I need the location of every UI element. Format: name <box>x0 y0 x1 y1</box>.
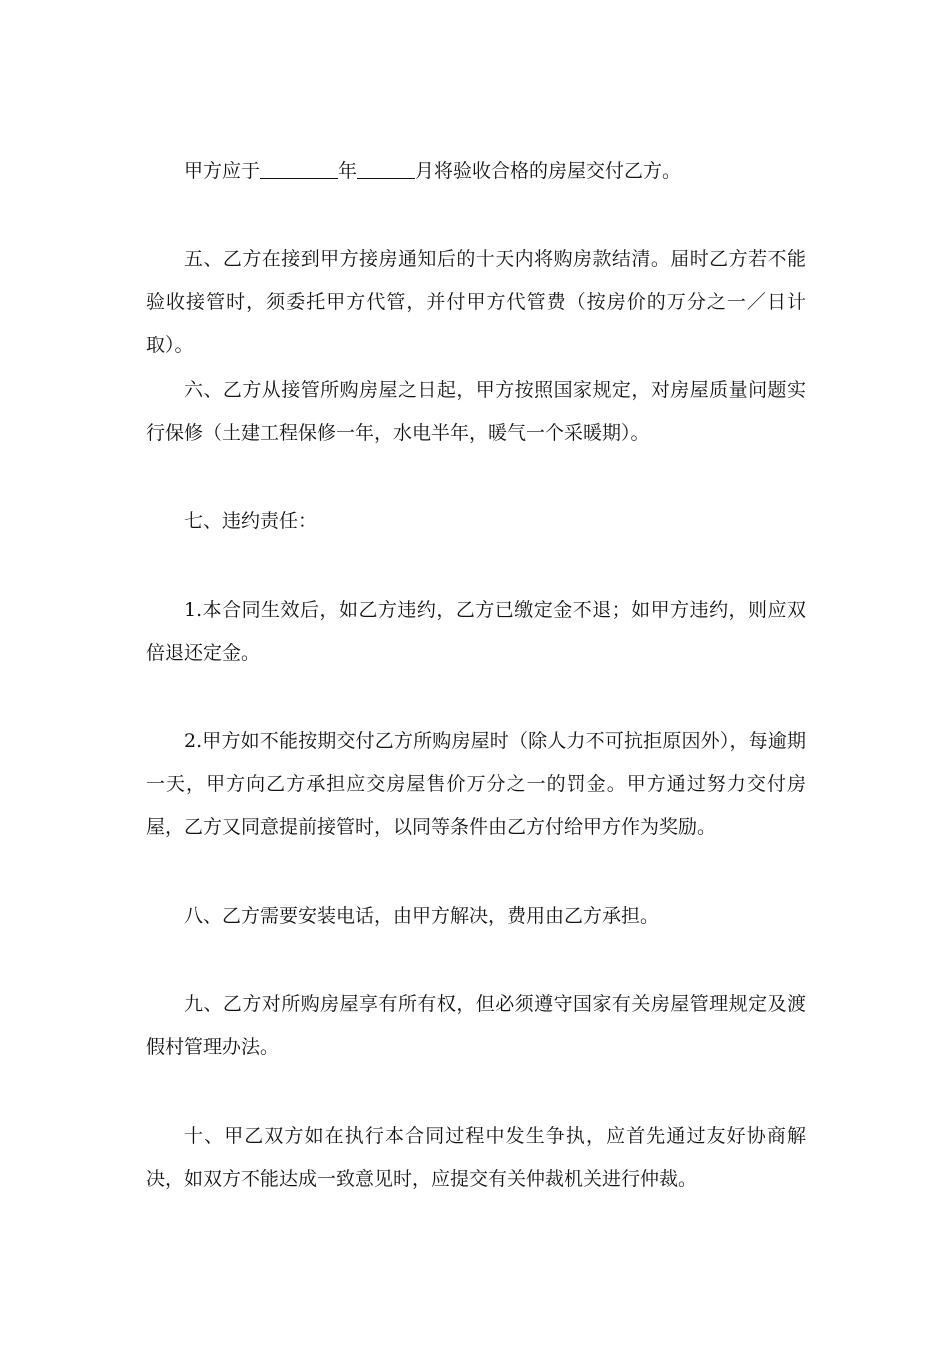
clause-7-item-1: 1.本合同生效后，如乙方违约，乙方已缴定金不退；如甲方违约，则应双倍退还定金。 <box>146 599 806 664</box>
clause-6: 六、乙方从接管所购房屋之日起，甲方按照国家规定，对房屋质量问题实行保修（土建工程保修一年，水电半年，暖气一个采暖期）。 <box>146 379 806 444</box>
month-blank[interactable] <box>357 158 415 179</box>
clause-8: 八、乙方需要安装电话，由甲方解决，费用由乙方承担。 <box>184 905 660 927</box>
year-blank[interactable] <box>260 158 338 179</box>
clause-10: 十、甲乙双方如在执行本合同过程中发生争执，应首先通过友好协商解决，如双方不能达成一致意见时，应提交有关仲裁机关进行仲裁。 <box>146 1125 806 1190</box>
clause-9: 九、乙方对所购房屋享有所有权，但必须遵守国家有关房屋管理规定及渡假村管理办法。 <box>146 993 806 1058</box>
paragraph-delivery-date <box>146 150 806 193</box>
delivery-text-b: 年 <box>338 160 358 182</box>
clause-7-heading: 七、违约责任： <box>184 510 318 532</box>
clause-7-item-2: 2.甲方如不能按期交付乙方所购房屋时（除人力不可抗拒原因外），每逾期一天，甲方向乙方承担应交房屋售价万分之一的罚金。甲方通过努力交付房屋，乙方又同意提前接管时，以同等条件由乙方付给甲方作为奖励。 <box>146 730 806 838</box>
delivery-text-c: 月将验收合格的房屋交付乙方。 <box>415 160 682 182</box>
delivery-text-a: 甲方应于 <box>184 160 261 182</box>
clause-5: 五、乙方在接到甲方接房通知后的十天内将购房款结清。届时乙方若不能验收接管时，须委托甲方代管，并付甲方代管费（按房价的万分之一／日计取）。 <box>146 248 806 356</box>
